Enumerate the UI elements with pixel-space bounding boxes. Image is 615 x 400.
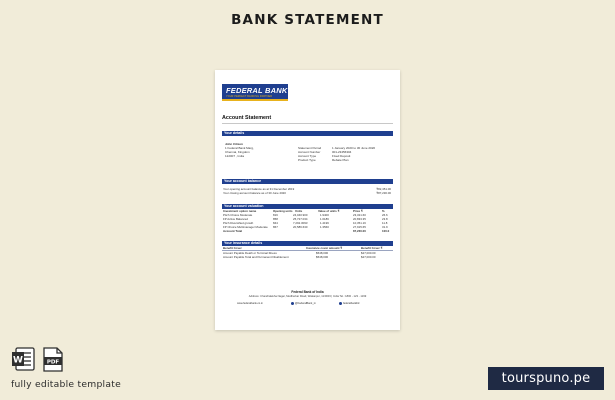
insurance-header-cell: Benefit Cover ₹ (361, 246, 383, 250)
balance-row (222, 191, 393, 195)
pdf-format-label: PDF (46, 359, 60, 366)
insurance-cell: $548,000 (316, 251, 329, 255)
footer-bank-name: Federal Bank of India (291, 290, 324, 294)
word-file-icon (11, 347, 35, 371)
valuation-header-cell: Price ₹ (353, 209, 363, 213)
valuation-cell: 31.9 (382, 225, 388, 229)
meta-value: Rebate Plan (332, 158, 349, 162)
section-insurance-bar: Your insurance details (222, 241, 393, 246)
valuation-cell: 100.0 (382, 229, 390, 233)
word-format-label: W (13, 355, 23, 366)
valuation-header-cell: Value of units ₹ (318, 209, 340, 213)
valuation-cell: 20,586.630 (293, 225, 308, 229)
facebook-icon (339, 302, 342, 305)
insurance-header-cell: Benefit Cover (223, 246, 242, 250)
section-details-bar: Your details (222, 131, 393, 136)
twitter-handle: @FederalBank_in (295, 302, 316, 306)
customer-address-line: 122007 , India (225, 154, 245, 158)
valuation-cell: 20,833.35 (353, 217, 366, 221)
insurance-cell: $27,000.00 (361, 255, 376, 259)
brand-badge[interactable]: tourspuno.pe (488, 367, 604, 390)
valuation-cell: Account Total (223, 229, 243, 233)
editable-caption: fully editable template (11, 379, 121, 390)
footer-address: Address: Chandralekha Nagar, Medherkar Road, Wakanpur, 11/0003 | India Tel.: 1800 - 123 - 1199 (248, 295, 367, 298)
insurance-cell: Amount Payable Total and Permanent Disablement (223, 255, 289, 259)
valuation-cell: FP Active Balanced (223, 217, 249, 221)
statement-document (215, 70, 400, 330)
bank-logo-text: FEDERAL BANK (226, 86, 288, 95)
meta-value: Fixed Deposit (332, 154, 351, 158)
meta-label: Product Type (298, 158, 316, 162)
insurance-row-values (222, 255, 393, 259)
valuation-cell: 11.8 (382, 221, 388, 225)
valuation-total-row (222, 229, 393, 233)
valuation-cell: 25,727.034 (293, 217, 308, 221)
valuation-cell: 27,915.65 (353, 225, 366, 229)
bank-logo (222, 84, 288, 101)
valuation-header-cell: % (382, 209, 385, 213)
valuation-cell: 7,292.3093 (293, 221, 308, 225)
footer-twitter[interactable] (291, 302, 316, 305)
customer-address-line: Chennai, Kingdom (225, 150, 250, 154)
document-heading: Account Statement (222, 115, 272, 121)
file-format-icons (11, 347, 71, 373)
valuation-cell: 844 (273, 221, 278, 225)
section-balance-bar: Your account balance (222, 179, 393, 184)
valuation-cell: 1.3560 (320, 225, 329, 229)
insurance-header-cell: Insurance cover amount ₹ (306, 246, 343, 250)
valuation-cell: 24,040.900 (293, 213, 308, 217)
valuation-header-cell: Opening units (273, 209, 293, 213)
valuation-cell: 1.4196 (320, 221, 329, 225)
valuation-cell: FP Choice Multimanager Moderate (223, 225, 268, 229)
valuation-cell: 26.6 (382, 213, 388, 217)
customer-name: John Citizen (225, 142, 243, 146)
insurance-cell: $548,000 (316, 255, 329, 259)
divider (222, 123, 393, 124)
balance-value: ₹87,230.00 (376, 191, 391, 195)
footer-facebook[interactable] (339, 302, 359, 305)
valuation-cell: 858 (273, 217, 278, 221)
meta-value: 001-23456304 (332, 150, 352, 154)
valuation-cell: 87,230.00 (353, 229, 366, 233)
valuation-cell: 23,321.60 (353, 213, 366, 217)
valuation-header-cell: Investment option name (223, 209, 257, 213)
bank-logo-tagline: YOUR PERFECT BANKING PARTNER (226, 95, 273, 98)
valuation-cell: 23.8 (382, 217, 388, 221)
valuation-header-cell: Units (295, 209, 303, 213)
footer-website[interactable]: www.federalbank.co.in (237, 302, 263, 305)
valuation-cell: Pitch Diversified growth (223, 221, 254, 225)
balance-label: Your opening account balance as at 31 December 2019 (223, 187, 295, 191)
page-title: BANK STATEMENT (231, 12, 384, 28)
meta-value: 1 January 2020 to 30 June 2020 (332, 146, 376, 150)
insurance-cell: Amount Payable Death or Terminal Illness (223, 251, 277, 255)
balance-label: Your closing account balance as of 30 June 2020 (223, 191, 286, 195)
valuation-cell: 1.6186 (320, 217, 329, 221)
balance-value: ₹82,451.00 (376, 187, 391, 191)
customer-address-line: 1 Federal Bank Marg, (225, 146, 254, 150)
valuation-cell: 1.9400 (320, 213, 329, 217)
twitter-icon (291, 302, 294, 305)
valuation-cell: 10,351.16 (353, 221, 366, 225)
meta-label: Account Number (298, 150, 321, 154)
pdf-file-icon (42, 347, 64, 372)
valuation-cell: 867 (273, 225, 278, 229)
facebook-handle: federalbankltd (343, 302, 360, 306)
insurance-cell: $27,000.00 (361, 251, 376, 255)
footer-links (215, 302, 400, 307)
valuation-cell: 816 (273, 213, 278, 217)
valuation-cell: Pitch Choice Moderate (223, 213, 253, 217)
meta-label: Statement Period (298, 146, 322, 150)
section-valuation-bar: Your account valuation (222, 204, 393, 209)
meta-label: Account Type (298, 154, 317, 158)
